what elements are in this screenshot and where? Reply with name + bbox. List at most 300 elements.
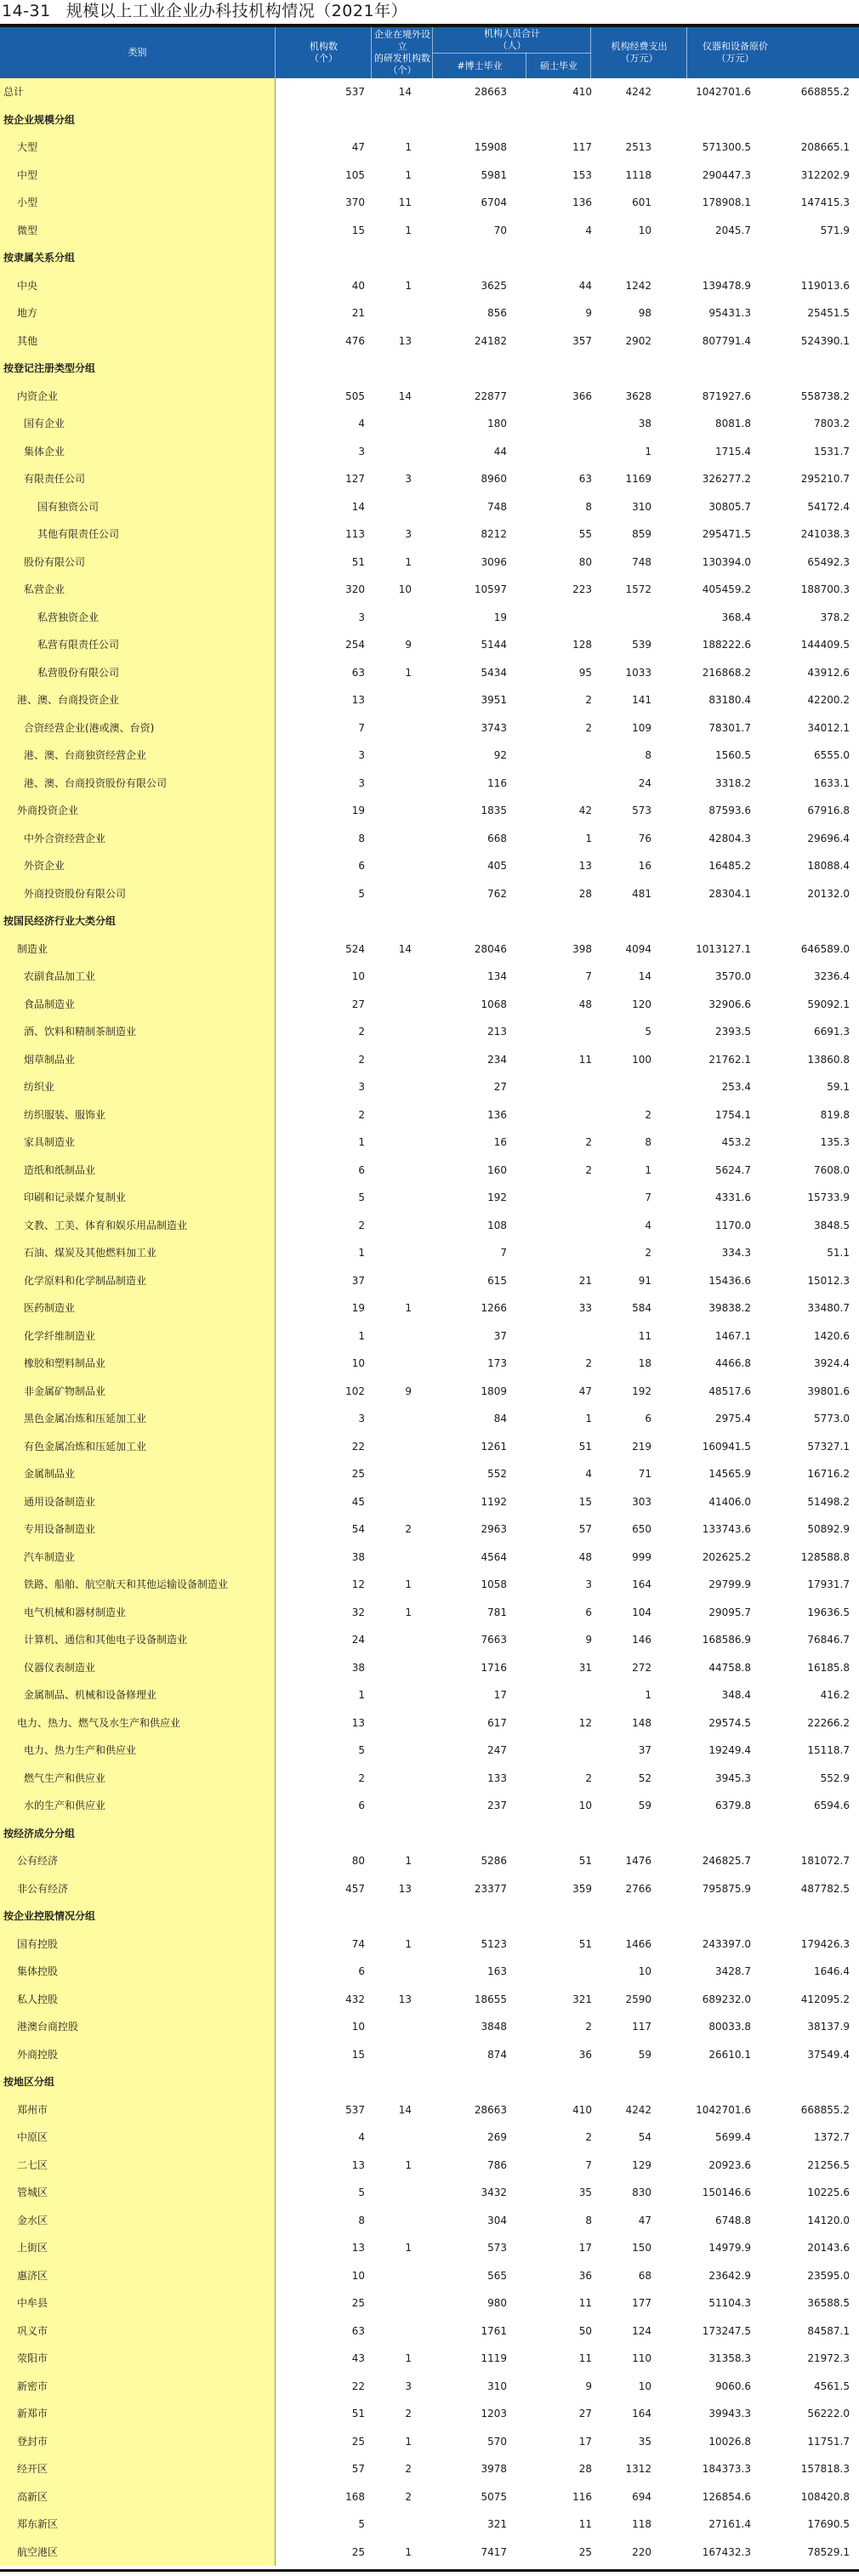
row-label: 郑州市 — [17, 2103, 48, 2116]
cell-personnel: 28046 — [474, 942, 507, 955]
table-row — [0, 659, 859, 687]
row-label: 印刷和记录媒介复制业 — [24, 1191, 127, 1203]
cell-institutions: 15 — [351, 2048, 365, 2061]
row-label: 医药制造业 — [24, 1302, 76, 1314]
cell-institutions: 10 — [351, 2269, 365, 2282]
cell-institutions: 3 — [358, 776, 365, 789]
cell-personnel: 786 — [487, 2158, 507, 2171]
row-label: 上街区 — [17, 2242, 48, 2254]
cell-phd: 2 — [585, 1136, 592, 1148]
table-row — [0, 935, 859, 964]
cell-equipment: 6594.6 — [814, 1800, 850, 1811]
cell-equipment: 119013.6 — [800, 279, 850, 292]
cell-masters: 164 — [632, 1578, 651, 1590]
cell-institutions: 6 — [358, 1800, 365, 1811]
cell-equipment: 21972.3 — [807, 2352, 850, 2364]
cell-personnel: 92 — [493, 749, 507, 761]
cell-masters: 164 — [632, 2408, 651, 2420]
cell-personnel: 565 — [487, 2269, 507, 2282]
row-label: 总计 — [3, 86, 25, 98]
cell-equipment: 17931.7 — [807, 1578, 850, 1590]
cell-expenditure: 31358.3 — [708, 2352, 751, 2364]
cell-equipment: 1531.7 — [814, 445, 850, 458]
cell-expenditure: 9060.6 — [715, 2380, 751, 2392]
row-label: 非金属矿物制品业 — [24, 1385, 106, 1397]
cell-masters: 141 — [632, 694, 651, 706]
cell-institutions: 2 — [358, 1026, 365, 1038]
cell-personnel: 1203 — [481, 2408, 507, 2420]
cell-expenditure: 32906.6 — [708, 998, 751, 1010]
cell-expenditure: 453.2 — [721, 1136, 751, 1148]
cell-overseas — [321, 880, 415, 908]
cell-masters: 1118 — [625, 168, 651, 181]
cell-personnel: 304 — [487, 2214, 507, 2226]
table-row — [0, 991, 859, 1019]
cell-overseas — [321, 2262, 415, 2290]
cell-institutions: 5 — [358, 1191, 365, 1203]
cell-personnel: 7663 — [481, 1634, 507, 1646]
cell-overseas — [321, 299, 415, 327]
header-overseas: 企业在境外设立 的研发机构数 （个） — [371, 27, 433, 78]
cell-masters: 76 — [638, 832, 651, 844]
cell-institutions: 505 — [345, 390, 365, 402]
cell-equipment: 157818.3 — [800, 2463, 850, 2475]
row-label: 通用设备制造业 — [24, 1495, 96, 1508]
cell-institutions: 51 — [351, 2408, 365, 2420]
cell-equipment: 412095.2 — [800, 1993, 850, 2005]
cell-overseas — [321, 1212, 415, 1240]
cell-expenditure: 29574.5 — [708, 1716, 751, 1729]
cell-equipment: 571.9 — [820, 224, 850, 236]
cell-institutions: 1 — [358, 1689, 365, 1701]
cell-equipment: 7608.0 — [814, 1163, 850, 1176]
table-row — [0, 1765, 859, 1793]
cell-equipment: 1372.7 — [814, 2131, 850, 2143]
cell-overseas — [321, 1544, 415, 1572]
cell-phd: 4 — [585, 1468, 592, 1480]
cell-personnel: 1058 — [481, 1578, 507, 1590]
cell-equipment: 78529.1 — [807, 2545, 850, 2558]
cell-masters: 8 — [645, 749, 651, 761]
cell-masters: 192 — [632, 1385, 651, 1397]
cell-overseas: 1 — [405, 2158, 412, 2171]
cell-expenditure — [661, 907, 754, 935]
row-label: 汽车制造业 — [24, 1550, 76, 1563]
cell-masters — [561, 1073, 655, 1101]
cell-equipment: 5773.0 — [814, 1413, 850, 1424]
row-label: 惠济区 — [17, 2269, 48, 2282]
cell-personnel: 28663 — [474, 86, 507, 98]
cell-institutions: 2 — [358, 1108, 365, 1121]
table-row — [0, 686, 859, 714]
cell-personnel: 10597 — [474, 583, 507, 595]
cell-overseas: 1 — [405, 2545, 412, 2558]
cell-expenditure: 14565.9 — [708, 1468, 751, 1480]
cell-phd: 7 — [585, 2158, 592, 2171]
cell-phd: 31 — [578, 1661, 592, 1674]
cell-expenditure: 2975.4 — [715, 1413, 751, 1424]
cell-expenditure: 334.3 — [721, 1247, 751, 1259]
cell-phd: 55 — [578, 528, 592, 540]
cell-institutions: 1 — [358, 1329, 365, 1342]
cell-overseas: 13 — [398, 334, 412, 347]
cell-equipment: 21256.5 — [807, 2158, 850, 2171]
cell-masters: 177 — [632, 2297, 651, 2309]
cell-personnel: 22877 — [474, 390, 507, 402]
cell-personnel: 1761 — [481, 2324, 507, 2337]
cell-personnel: 8960 — [481, 473, 507, 485]
cell-equipment: 37549.4 — [807, 2048, 850, 2061]
cell-equipment: 3848.5 — [814, 1219, 850, 1231]
cell-institutions: 32 — [351, 1606, 365, 1618]
cell-overseas — [321, 2317, 415, 2346]
cell-overseas: 10 — [398, 583, 412, 595]
table-row — [0, 1018, 859, 1046]
cell-equipment: 179426.3 — [800, 1937, 850, 1950]
table-row — [0, 1322, 859, 1351]
cell-institutions: 6 — [358, 860, 365, 872]
cell-equipment: 76846.7 — [807, 1634, 850, 1646]
cell-institutions: 7 — [358, 721, 365, 734]
cell-masters: 100 — [632, 1053, 651, 1066]
table-row — [0, 1875, 859, 1903]
cell-expenditure — [661, 244, 754, 272]
cell-masters: 124 — [632, 2324, 651, 2337]
cell-institutions: 1 — [358, 1247, 365, 1259]
cell-personnel: 237 — [487, 1800, 507, 1811]
cell-overseas: 1 — [405, 1855, 412, 1867]
cell-expenditure — [661, 2068, 754, 2096]
cell-masters: 91 — [638, 1274, 651, 1287]
cell-institutions: 5 — [358, 1744, 365, 1756]
cell-expenditure — [661, 1902, 754, 1931]
cell-masters: 481 — [632, 887, 651, 900]
cell-masters: 6 — [645, 1413, 651, 1424]
table-section-row — [0, 2068, 859, 2096]
cell-institutions: 14 — [351, 500, 365, 513]
row-label: 大型 — [17, 141, 38, 153]
row-label: 专用设备制造业 — [24, 1523, 96, 1535]
cell-expenditure: 246825.7 — [702, 1855, 751, 1867]
cell-institutions: 13 — [351, 1716, 365, 1729]
cell-personnel: 108 — [487, 1219, 507, 1231]
cell-personnel: 310 — [487, 2380, 507, 2392]
cell-personnel: 8212 — [481, 528, 507, 540]
cell-equipment: 22266.2 — [807, 1716, 850, 1729]
cell-personnel: 2963 — [481, 1523, 507, 1535]
cell-overseas: 9 — [405, 639, 412, 651]
cell-masters: 4 — [645, 1219, 651, 1231]
cell-overseas — [321, 2179, 415, 2207]
cell-institutions: 3 — [358, 1413, 365, 1424]
row-label: 化学原料和化学制品制造业 — [24, 1274, 147, 1287]
cell-overseas — [321, 2124, 415, 2152]
cell-personnel — [417, 2068, 510, 2096]
cell-overseas — [321, 991, 415, 1019]
table-section-row — [0, 244, 859, 272]
cell-personnel — [417, 1820, 510, 1848]
cell-institutions: 5 — [358, 2518, 365, 2530]
cell-equipment: 36588.5 — [807, 2297, 850, 2309]
table-row — [0, 2345, 859, 2373]
table-row — [0, 576, 859, 604]
cell-expenditure: 571300.5 — [702, 141, 751, 153]
cell-personnel: 1716 — [481, 1661, 507, 1674]
cell-institutions: 3 — [358, 749, 365, 761]
table-row — [0, 1792, 859, 1820]
table-row — [0, 549, 859, 577]
cell-overseas — [321, 1488, 415, 1516]
table-row — [0, 1129, 859, 1157]
cell-phd: 1 — [585, 1413, 592, 1424]
table-row — [0, 631, 859, 659]
cell-phd: 7 — [585, 970, 592, 982]
cell-personnel: 44 — [493, 445, 507, 458]
cell-phd: 80 — [578, 555, 592, 568]
cell-personnel: 84 — [493, 1413, 507, 1424]
cell-equipment: 1633.1 — [814, 776, 850, 789]
header-personnel: 机构人员合计 （人） — [432, 27, 591, 53]
cell-expenditure: 807791.4 — [702, 334, 751, 347]
cell-overseas: 3 — [405, 473, 412, 485]
cell-institutions: 1 — [358, 1136, 365, 1148]
table-row — [0, 963, 859, 991]
cell-equipment: 14120.0 — [807, 2214, 850, 2226]
table-row — [0, 1737, 859, 1765]
cell-phd: 6 — [585, 1606, 592, 1618]
header-masters: 硕士毕业 — [526, 53, 591, 79]
row-label: 电气机械和器材制造业 — [24, 1606, 127, 1618]
cell-personnel: 405 — [487, 860, 507, 872]
cell-phd: 321 — [572, 1993, 592, 2005]
bottom-rule — [0, 2569, 859, 2572]
cell-overseas — [321, 1129, 415, 1157]
cell-overseas — [321, 686, 415, 714]
cell-phd: 33 — [578, 1302, 592, 1314]
cell-personnel: 6704 — [481, 196, 507, 208]
cell-phd: 136 — [572, 196, 592, 208]
table-row — [0, 438, 859, 466]
cell-personnel: 192 — [487, 1191, 507, 1203]
table-row — [0, 2041, 859, 2069]
cell-personnel: 18655 — [474, 1993, 507, 2005]
cell-overseas: 2 — [405, 1523, 412, 1535]
row-label: 中原区 — [17, 2131, 48, 2143]
cell-expenditure: 1467.1 — [715, 1329, 751, 1342]
cell-overseas — [321, 244, 415, 272]
table-row — [0, 1847, 859, 1875]
cell-institutions: 476 — [345, 334, 365, 347]
cell-equipment: 15012.3 — [807, 1274, 850, 1287]
cell-expenditure: 42804.3 — [708, 832, 751, 844]
cell-masters: 1466 — [625, 1937, 651, 1950]
cell-institutions: 24 — [351, 1634, 365, 1646]
cell-expenditure: 19249.4 — [708, 1744, 751, 1756]
cell-phd: 36 — [578, 2048, 592, 2061]
table-row — [0, 493, 859, 521]
table-row — [0, 2289, 859, 2317]
cell-phd: 11 — [578, 2518, 592, 2530]
cell-masters: 59 — [638, 1800, 651, 1811]
cell-expenditure: 160941.5 — [702, 1440, 751, 1453]
cell-equipment: 15733.9 — [807, 1191, 850, 1203]
cell-overseas — [321, 770, 415, 798]
cell-equipment: 54172.4 — [807, 500, 850, 513]
cell-phd: 63 — [578, 473, 592, 485]
cell-overseas: 3 — [405, 2380, 412, 2392]
cell-institutions: 537 — [345, 2103, 365, 2116]
cell-equipment: 108420.8 — [800, 2490, 850, 2503]
cell-institutions: 74 — [351, 1937, 365, 1950]
table-row — [0, 299, 859, 327]
row-label: 荥阳市 — [17, 2352, 48, 2364]
cell-expenditure: 202625.2 — [702, 1550, 751, 1563]
cell-phd: 3 — [585, 1578, 592, 1590]
table-row — [0, 1544, 859, 1572]
cell-overseas — [321, 1433, 415, 1461]
cell-expenditure: 39943.3 — [708, 2408, 751, 2420]
cell-masters: 10 — [638, 224, 651, 236]
row-label: 航空港区 — [17, 2545, 59, 2558]
cell-personnel: 17 — [493, 1689, 507, 1701]
row-label: 私人控股 — [17, 1993, 59, 2005]
cell-phd: 17 — [578, 2435, 592, 2448]
cell-equipment: 1420.6 — [814, 1329, 850, 1342]
cell-masters: 601 — [632, 196, 651, 208]
row-label: 私营股份有限公司 — [37, 666, 120, 679]
row-label: 新密市 — [17, 2380, 48, 2392]
cell-expenditure: 10026.8 — [708, 2435, 751, 2448]
cell-personnel: 134 — [487, 970, 507, 982]
cell-phd: 2 — [585, 2021, 592, 2033]
cell-institutions: 3 — [358, 1081, 365, 1093]
row-label: 外商投资企业 — [17, 805, 79, 816]
cell-phd: 8 — [585, 2214, 592, 2226]
cell-institutions: 102 — [345, 1385, 365, 1397]
cell-equipment: 20143.6 — [807, 2242, 850, 2254]
table-row — [0, 1654, 859, 1682]
cell-overseas — [321, 1350, 415, 1378]
row-label: 按登记注册类型分组 — [3, 362, 96, 374]
cell-personnel: 70 — [493, 224, 507, 236]
cell-institutions: 63 — [351, 2324, 365, 2337]
cell-institutions: 6 — [358, 1163, 365, 1176]
cell-equipment: 646589.0 — [800, 942, 850, 955]
cell-masters: 584 — [632, 1302, 651, 1314]
row-label: 外商控股 — [17, 2048, 59, 2061]
cell-personnel: 1192 — [481, 1495, 507, 1508]
cell-phd: 2 — [585, 2131, 592, 2143]
table-row — [0, 1184, 859, 1212]
cell-phd: 9 — [585, 307, 592, 319]
cell-phd: 2 — [585, 1357, 592, 1369]
cell-phd: 28 — [578, 887, 592, 900]
cell-phd: 1 — [585, 832, 592, 844]
cell-masters: 110 — [632, 2352, 651, 2364]
row-label: 纺织业 — [24, 1081, 55, 1093]
cell-phd: 36 — [578, 2269, 592, 2282]
row-label: 计算机、通信和其他电子设备制造业 — [24, 1634, 188, 1646]
cell-personnel: 19 — [493, 611, 507, 623]
table-row — [0, 2013, 859, 2041]
cell-masters: 10 — [638, 2380, 651, 2392]
cell-overseas: 1 — [405, 141, 412, 153]
cell-masters: 16 — [638, 860, 651, 872]
cell-expenditure: 150146.6 — [702, 2186, 751, 2198]
cell-expenditure: 1754.1 — [715, 1108, 751, 1121]
cell-overseas — [321, 1018, 415, 1046]
cell-institutions: 6 — [358, 1965, 365, 1977]
row-label: 私营企业 — [24, 583, 65, 595]
cell-phd: 50 — [578, 2324, 592, 2337]
cell-phd: 42 — [578, 805, 592, 816]
cell-expenditure: 20923.6 — [708, 2158, 751, 2171]
table-row — [0, 1709, 859, 1737]
cell-equipment: 15118.7 — [807, 1744, 850, 1756]
table-row — [0, 1488, 859, 1516]
cell-phd: 27 — [578, 2408, 592, 2420]
row-label: 外资企业 — [24, 860, 65, 872]
cell-expenditure: 188222.6 — [702, 639, 751, 651]
cell-personnel: 5981 — [481, 168, 507, 181]
cell-masters: 24 — [638, 776, 651, 789]
row-label: 制造业 — [17, 942, 48, 955]
row-label: 按地区分组 — [3, 2076, 55, 2088]
cell-personnel: 28663 — [474, 2103, 507, 2116]
cell-phd: 153 — [572, 168, 592, 181]
cell-equipment: 1646.4 — [814, 1965, 850, 1977]
cell-expenditure — [661, 355, 754, 383]
cell-expenditure: 39838.2 — [708, 1302, 751, 1314]
cell-overseas: 1 — [405, 279, 412, 292]
cell-masters — [561, 106, 655, 134]
cell-expenditure: 290447.3 — [702, 168, 751, 181]
row-label: 按隶属关系分组 — [3, 252, 76, 264]
cell-expenditure: 2393.5 — [715, 1026, 751, 1038]
cell-institutions: 168 — [345, 2490, 365, 2503]
cell-equipment: 295210.7 — [800, 473, 850, 485]
cell-overseas — [321, 2511, 415, 2539]
cell-masters: 68 — [638, 2269, 651, 2282]
cell-personnel: 1809 — [481, 1385, 507, 1397]
cell-expenditure: 87593.6 — [708, 805, 751, 816]
row-label: 私营有限责任公司 — [37, 639, 120, 651]
cell-institutions: 47 — [351, 141, 365, 153]
cell-expenditure: 689232.0 — [702, 1993, 751, 2005]
cell-equipment — [759, 907, 853, 935]
cell-personnel — [417, 1902, 510, 1931]
header-expenditure: 机构经费支出 （万元） — [590, 27, 687, 78]
cell-phd: 35 — [578, 2186, 592, 2198]
cell-equipment: 43912.6 — [807, 666, 850, 679]
row-label: 中型 — [17, 168, 38, 181]
cell-expenditure: 368.4 — [721, 611, 751, 623]
row-label: 中牟县 — [17, 2297, 48, 2309]
cell-expenditure: 1170.0 — [715, 1219, 751, 1231]
table-row — [0, 2262, 859, 2290]
cell-institutions: 4 — [358, 418, 365, 429]
cell-overseas — [321, 714, 415, 742]
cell-overseas — [321, 410, 415, 438]
cell-overseas — [321, 1792, 415, 1820]
cell-expenditure: 8081.8 — [715, 418, 751, 429]
cell-masters: 18 — [638, 1357, 651, 1369]
cell-personnel: 321 — [487, 2518, 507, 2530]
row-label: 化学纤维制造业 — [24, 1329, 96, 1342]
table-row — [0, 410, 859, 438]
cell-institutions: 38 — [351, 1661, 365, 1674]
cell-overseas: 1 — [405, 666, 412, 679]
